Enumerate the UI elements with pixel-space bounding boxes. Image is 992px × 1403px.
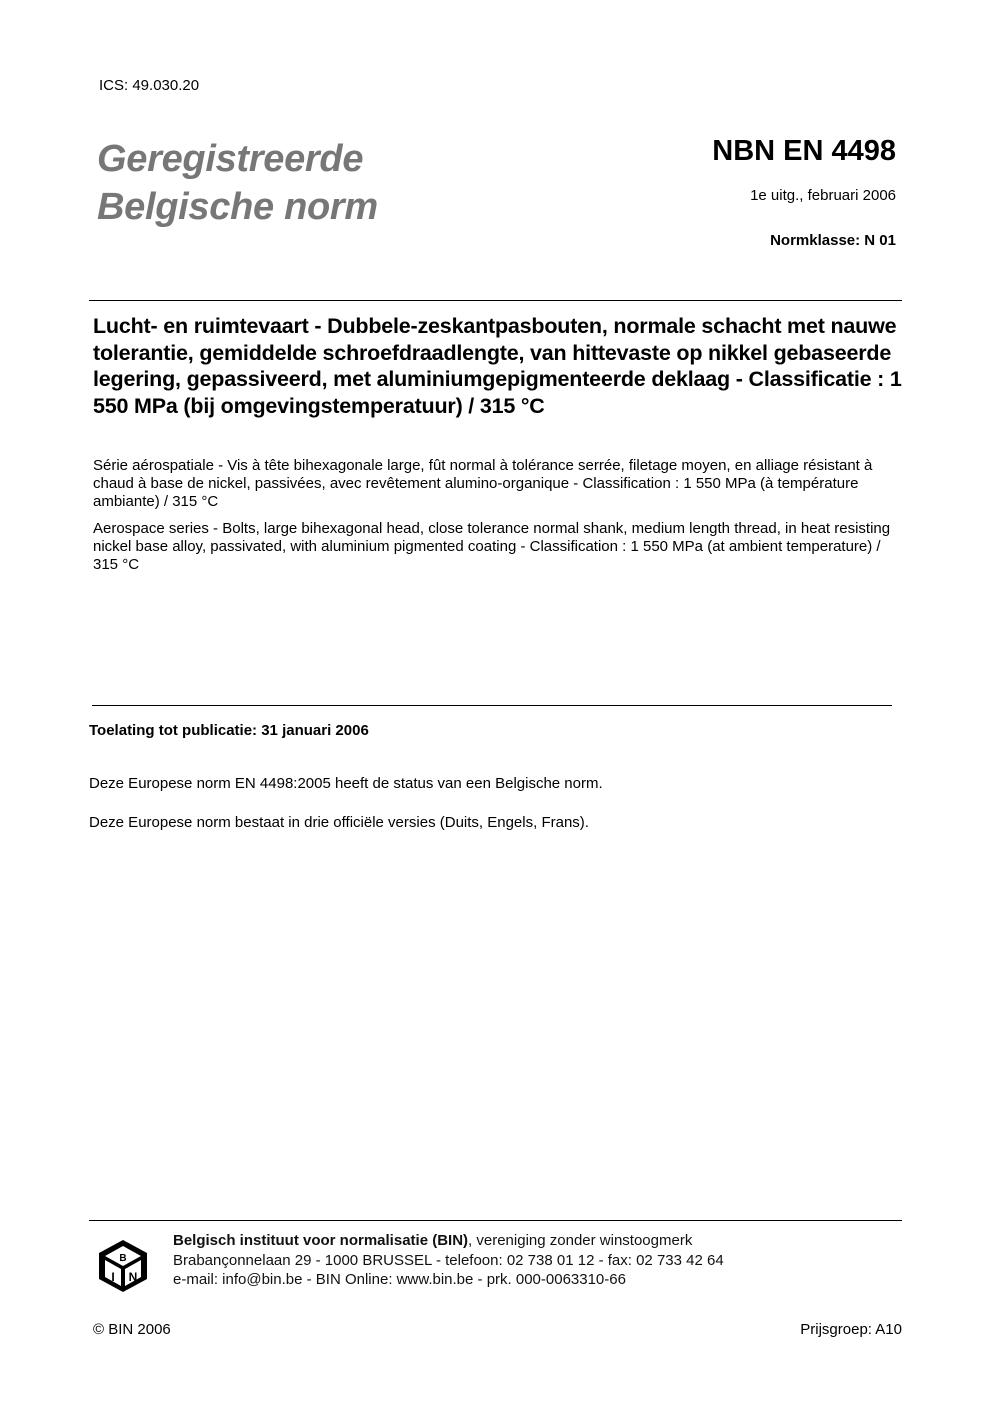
edition-info: 1e uitg., februari 2006 (750, 187, 896, 204)
svg-text:N: N (128, 1270, 138, 1284)
versions-paragraph: Deze Europese norm bestaat in drie officiële versies (Duits, Engels, Frans). (89, 814, 589, 831)
title-line-2: Belgische norm (97, 186, 378, 228)
standard-code: NBN EN 4498 (712, 135, 896, 167)
price-group: Prijsgroep: A10 (800, 1321, 902, 1338)
title-english: Aerospace series - Bolts, large bihexagonal head, close tolerance normal shank, medium length thread, in heat resisting nickel base alloy, passivated, with aluminium pigmented coating - Classification : 1 550 MPa (at ambient temperature) / 315 °C (93, 520, 891, 573)
title-line-1: Geregistreerde (97, 138, 364, 180)
organization-line (173, 1231, 724, 1251)
middle-divider (92, 705, 892, 706)
status-paragraph: Deze Europese norm EN 4498:2005 heeft de status van een Belgische norm. (89, 775, 603, 792)
bin-logo-icon (97, 1238, 149, 1294)
organization-name: Belgisch instituut voor normalisatie (BIN) (173, 1232, 469, 1249)
footer-contact-block (173, 1231, 724, 1290)
copyright: © BIN 2006 (93, 1321, 171, 1338)
approval-date: Toelating tot publicatie: 31 januari 2006 (89, 722, 369, 739)
svg-text:B: B (119, 1253, 127, 1264)
title-french: Série aérospatiale - Vis à tête bihexagonale large, fût normal à tolérance serrée, filetage moyen, en alliage résistant à chaud à base de nickel, passivées, avec revêtement alumino-organique - Classification : 1 550 MPa (à température ambiante) / 315 °C (93, 457, 873, 510)
svg-text:I: I (111, 1270, 115, 1284)
contact-line: e-mail: info@bin.be - BIN Online: www.bin.be - prk. 000-0063310-66 (173, 1271, 626, 1288)
footer-divider (89, 1220, 902, 1221)
bin-logo (97, 1238, 149, 1294)
title-dutch: Lucht- en ruimtevaart - Dubbele-zeskantpasbouten, normale schacht met nauwe tolerantie, gemiddelde schroefdraadlengte, van hittevaste op nikkel gebaseerde legering, gepassiveerd, met aluminiumgepigmenteerde deklaag - Classificatie : 1 550 MPa (bij omgevingstemperatuur) / 315 °C (93, 314, 902, 418)
organization-suffix: , vereniging zonder winstoogmerk (468, 1232, 693, 1249)
document-type-title (97, 135, 378, 231)
top-divider (89, 300, 902, 301)
ics-code: ICS: 49.030.20 (99, 77, 200, 94)
address-line: Brabançonnelaan 29 - 1000 BRUSSEL - telefoon: 02 738 01 12 - fax: 02 733 42 64 (173, 1251, 724, 1269)
norm-class: Normklasse: N 01 (770, 232, 896, 249)
